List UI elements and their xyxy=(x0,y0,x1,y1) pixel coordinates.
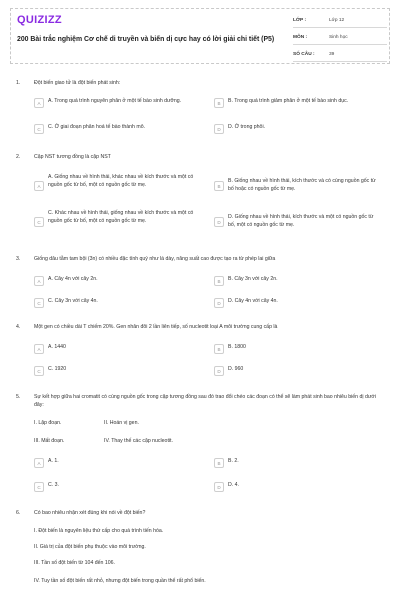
option-text: C. Ở giai đoạn phân hoá tế bào thành mô. xyxy=(48,124,146,130)
option-text: A. Trong quá trình nguyên phân ở một tế bào sinh dưỡng. xyxy=(48,98,182,104)
question-text: Đột biến giao tử là đột biến phát sinh: xyxy=(34,80,121,86)
option-text: B. 1800 xyxy=(228,344,246,350)
option-letter-box: A xyxy=(34,181,44,191)
option-a[interactable] xyxy=(34,344,198,354)
option-a[interactable] xyxy=(34,458,198,468)
option-text: A. 1440 xyxy=(48,344,66,350)
meta-question-count xyxy=(293,47,387,62)
option-b[interactable] xyxy=(214,276,378,286)
option-letter-box: A xyxy=(34,344,44,354)
option-text: C. 1920 xyxy=(48,366,67,372)
option-text: C. Khác nhau về hình thái, giống nhau về kích thước và một có nguồn gốc từ bố, một có nguồn gốc từ mẹ. xyxy=(48,210,194,224)
option-letter-box: D xyxy=(214,482,224,492)
option-letter-box: D xyxy=(214,124,224,134)
option-b[interactable] xyxy=(214,98,378,108)
statement-1: I. Lặp đoạn. xyxy=(34,420,62,426)
option-c[interactable] xyxy=(34,210,198,227)
option-a[interactable] xyxy=(34,276,198,286)
option-letter-box: A xyxy=(34,98,44,108)
question-number: 6. xyxy=(16,510,21,516)
option-letter-box: D xyxy=(214,217,224,227)
question-text: Giống dâu tằm tam bội (3n) có nhiều đặc tính quý như lá dày, năng suất cao được tạo ra từ phép lai giữa xyxy=(34,256,276,262)
statement-1: I. Đột biến là nguyên liệu thứ cấp cho quá trình tiến hóa. xyxy=(34,528,164,534)
option-letter-box: C xyxy=(34,124,44,134)
option-text: A. 1. xyxy=(48,458,59,464)
meta-value: Sinh học xyxy=(329,34,348,40)
option-d[interactable] xyxy=(214,482,378,492)
question-text: Sự kết hợp giữa hai cromatit có cùng nguồn gốc trong cặp tương đồng sau đó trao đổi chéo các đoạn có thể sẽ làm phát sinh bao nhiêu biến dị dưới đây: xyxy=(34,394,376,408)
option-letter-box: D xyxy=(214,366,224,376)
worksheet-meta xyxy=(293,13,387,64)
statement-4: IV. Tuy tần số đột biến rất nhỏ, nhưng đột biến trong quần thể rất phổ biến. xyxy=(34,578,206,584)
option-d[interactable] xyxy=(214,366,378,376)
option-a[interactable] xyxy=(34,174,198,191)
statement-3: III. Mất đoạn. xyxy=(34,438,65,444)
option-c[interactable] xyxy=(34,366,198,376)
option-text: B. Trong quá trình giảm phân ở một tế bào sinh dục. xyxy=(228,98,349,104)
option-text: B. Giống nhau về hình thái, kích thước và có cùng nguồn gốc từ bố hoặc có nguồn gốc từ mẹ. xyxy=(228,178,376,192)
option-b[interactable] xyxy=(214,178,378,193)
option-c[interactable] xyxy=(34,298,198,308)
question-number: 1. xyxy=(16,80,21,86)
option-text: C. Cây 3n với cây 4n. xyxy=(48,298,98,304)
option-text: A. Cây 4n với cây 2n. xyxy=(48,276,98,282)
option-letter-box: B xyxy=(214,181,224,191)
option-text: B. Cây 3n với cây 2n. xyxy=(228,276,278,282)
question-text: Cặp NST tương đồng là cặp NST xyxy=(34,154,111,160)
meta-grade xyxy=(293,13,387,28)
option-letter-box: C xyxy=(34,366,44,376)
meta-subject xyxy=(293,30,387,45)
meta-value: Lớp 12 xyxy=(329,17,345,23)
question-text: Một gen có chiều dài T chiếm 20%. Gen nhân đôi 2 lần liên tiếp, số nucleotit loại A môi trường cung cấp là xyxy=(34,324,278,330)
option-text: D. Giống nhau về hình thái, kích thước và một có nguồn gốc từ bố, một có nguồn gốc từ mẹ. xyxy=(228,214,374,228)
statement-4: IV. Thay thế các cặp nucleotit. xyxy=(104,438,173,444)
option-letter-box: B xyxy=(214,98,224,108)
option-text: A. Giống nhau về hình thái, khác nhau về kích thước và một có nguồn gốc từ bố, một có nguồn gốc từ mẹ. xyxy=(48,174,194,188)
option-b[interactable] xyxy=(214,344,378,354)
meta-label: LỚP : xyxy=(293,17,307,23)
question-number: 2. xyxy=(16,154,21,160)
option-a[interactable] xyxy=(34,98,198,108)
option-letter-box: B xyxy=(214,276,224,286)
option-letter-box: C xyxy=(34,217,44,227)
option-b[interactable] xyxy=(214,458,378,468)
option-text: C. 3. xyxy=(48,482,59,488)
option-d[interactable] xyxy=(214,298,378,308)
option-text: B. 2. xyxy=(228,458,239,464)
option-letter-box: B xyxy=(214,344,224,354)
worksheet-header xyxy=(10,8,390,64)
statement-2: II. Giá trị của đột biến phụ thuộc vào môi trường. xyxy=(34,544,146,550)
option-letter-box: B xyxy=(214,458,224,468)
option-text: D. 4. xyxy=(228,482,239,488)
option-text: D. 960 xyxy=(228,366,244,372)
option-letter-box: A xyxy=(34,276,44,286)
question-number: 4. xyxy=(16,324,21,330)
worksheet-title: 200 Bài trắc nghiệm Cơ chế di truyền và biến dị cực hay có lời giải chi tiết (P5) xyxy=(17,36,275,43)
option-c[interactable] xyxy=(34,124,198,134)
option-d[interactable] xyxy=(214,214,378,229)
option-c[interactable] xyxy=(34,482,198,492)
option-letter-box: A xyxy=(34,458,44,468)
option-letter-box: C xyxy=(34,298,44,308)
option-letter-box: C xyxy=(34,482,44,492)
meta-label: MÔN : xyxy=(293,34,308,40)
option-text: D. Cây 4n với cây 4n. xyxy=(228,298,278,304)
question-number: 5. xyxy=(16,394,21,400)
option-d[interactable] xyxy=(214,124,378,134)
option-text: D. Ở trong phôi. xyxy=(228,124,266,130)
quizizz-logo: QUIZIZZ xyxy=(17,14,62,26)
option-letter-box: D xyxy=(214,298,224,308)
statement-3: III. Tần số đột biến từ 104 đến 106. xyxy=(34,560,115,566)
statement-2: II. Hoán vị gen. xyxy=(104,420,139,426)
meta-value: 39 xyxy=(329,51,335,57)
question-number: 3. xyxy=(16,256,21,262)
question-text: Có bao nhiêu nhận xét đúng khi nói về đột biến? xyxy=(34,510,146,516)
meta-label: SỐ CÂU : xyxy=(293,51,315,57)
